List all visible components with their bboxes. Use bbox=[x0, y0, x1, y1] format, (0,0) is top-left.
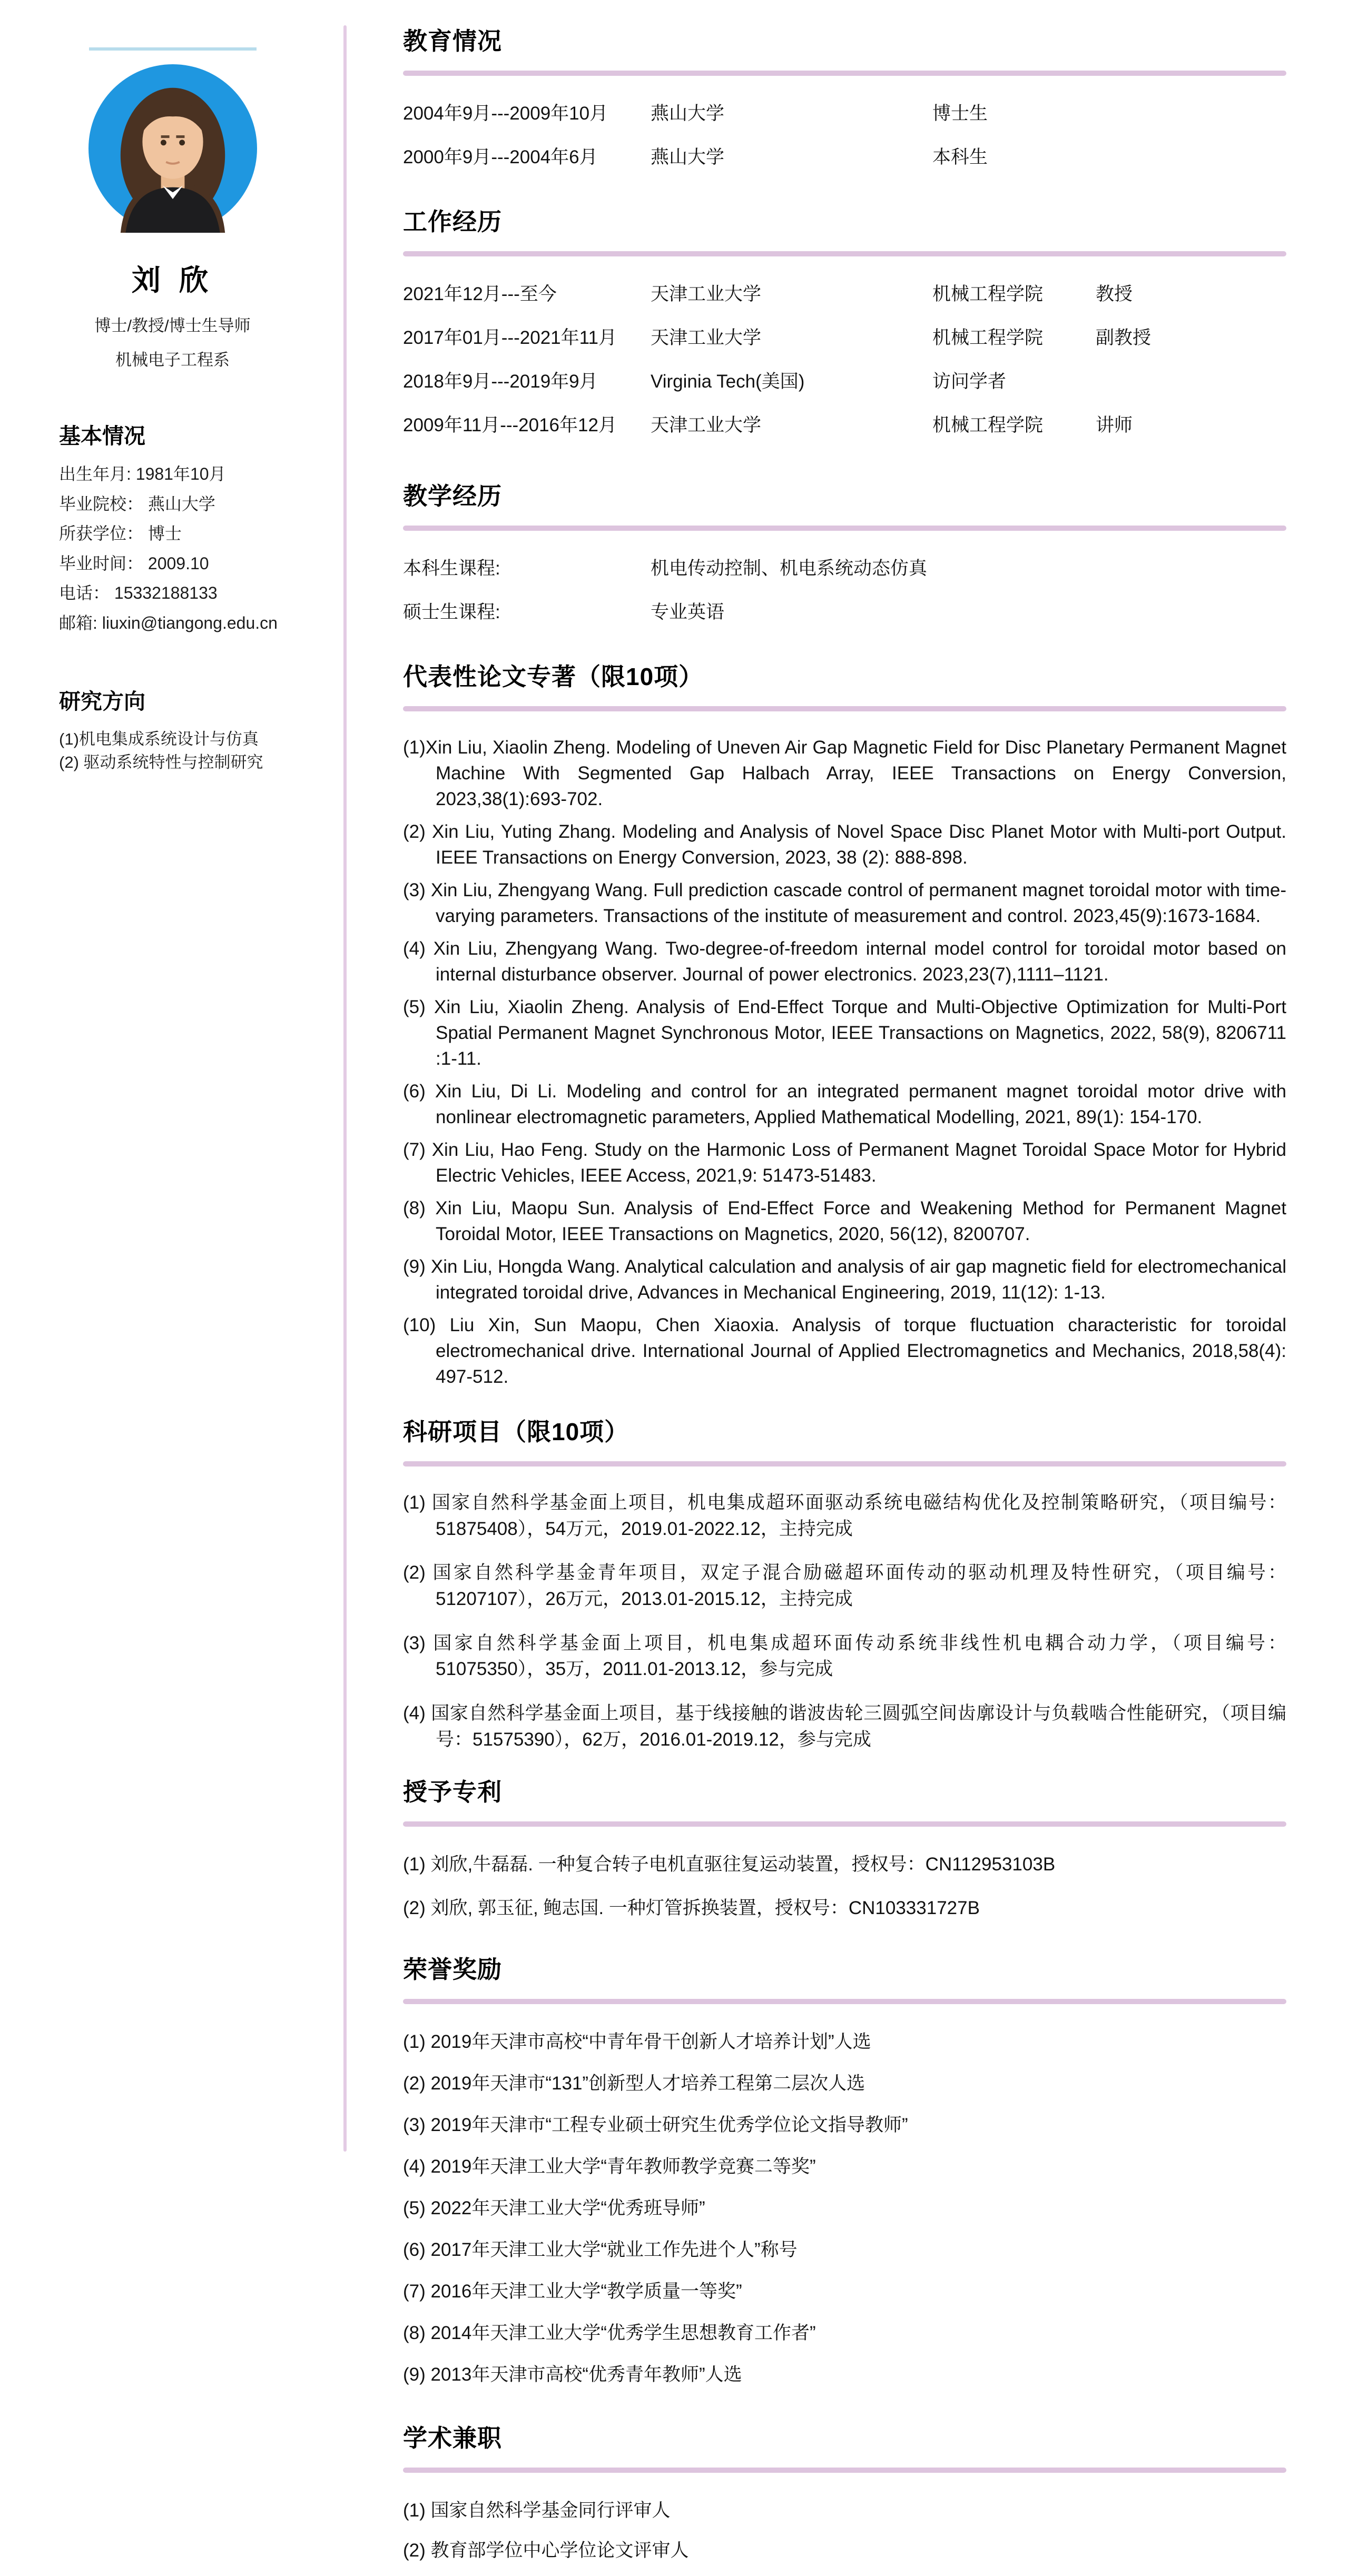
degree: 所获学位： 博士 bbox=[59, 524, 182, 543]
publication-item: (3) Xin Liu, Zhengyang Wang. Full prediction cascade control of permanent magnet toroidal motor with time-varying parameters. Transactions of the institute of measurement and control. 2023,45(9):1673-1684. bbox=[403, 880, 1286, 926]
patents-section bbox=[403, 1773, 1286, 1920]
main-content bbox=[403, 0, 1286, 2576]
publication-item: (2) Xin Liu, Yuting Zhang. Modeling and Analysis of Novel Space Disc Planet Motor with Multi-port Output. IEEE Transactions on Energy Conversion, 2023, 38 (2): 888-898. bbox=[403, 821, 1286, 868]
email: 邮箱: liuxin@tiangong.edu.cn bbox=[59, 613, 278, 632]
sidebar bbox=[0, 0, 345, 778]
work-dept: 机械工程学院 bbox=[932, 328, 1044, 348]
honor-item: (8) 2014年天津工业大学“优秀学生思想教育工作者” bbox=[403, 2322, 816, 2343]
section-underline bbox=[403, 2468, 1286, 2473]
publications-title: 代表性论文专著（限10项） bbox=[403, 663, 704, 690]
work-period: 2021年12月---至今 bbox=[403, 284, 557, 304]
project-item: (4) 国家自然科学基金面上项目，基于线接触的谐波齿轮三圆弧空间齿廓设计与负载啮合性能研究，（项目编号：51575390），62万，2016.01-2019.12，参与完成 bbox=[403, 1703, 1286, 1750]
research-item: (2) 驱动系统特性与控制研究 bbox=[59, 753, 263, 772]
graduation-time: 毕业时间： 2009.10 bbox=[59, 553, 209, 573]
work-dept: 机械工程学院 bbox=[932, 284, 1044, 304]
profile-photo bbox=[88, 64, 257, 233]
projects-title: 科研项目（限10项） bbox=[403, 1418, 629, 1445]
work-row bbox=[403, 411, 1286, 437]
patent-item: (1) 刘欣,牛磊磊. 一种复合转子电机直驱往复运动装置，授权号：CN112953103B bbox=[403, 1854, 1056, 1875]
work-period: 2018年9月---2019年9月 bbox=[403, 371, 598, 392]
honor-item: (6) 2017年天津工业大学“就业工作先进个人”称号 bbox=[403, 2239, 798, 2260]
education-row bbox=[403, 99, 1286, 125]
graduate-school: 毕业院校： 燕山大学 bbox=[59, 494, 215, 513]
publication-item: (10) Liu Xin, Sun Maopu, Chen Xiaoxia. Analysis of torque fluctuation characteristic for toroidal electromechanical drive. International Journal of Applied Electromagnetics and Mechanics, 2018,58(4): 497-512. bbox=[403, 1315, 1286, 1387]
teaching-courses: 专业英语 bbox=[651, 602, 725, 622]
project-item: (3) 国家自然科学基金面上项目，机电集成超环面传动系统非线性机电耦合动力学，（项目编号：51075350），35万，2011.01-2013.12，参与完成 bbox=[403, 1632, 1286, 1680]
section-underline bbox=[403, 251, 1286, 256]
work-row bbox=[403, 367, 1286, 393]
work-role bbox=[1096, 367, 1286, 393]
honor-item: (4) 2019年天津工业大学“青年教师教学竞赛二等奖” bbox=[403, 2156, 816, 2177]
teaching-section bbox=[403, 477, 1286, 624]
work-role: 副教授 bbox=[1096, 328, 1152, 348]
edu-role: 本科生 bbox=[932, 147, 988, 167]
work-role: 教授 bbox=[1096, 284, 1133, 304]
edu-period: 2004年9月---2009年10月 bbox=[403, 103, 608, 124]
teaching-title: 教学经历 bbox=[403, 482, 502, 510]
avatar-illustration bbox=[88, 64, 257, 233]
work-org: 天津工业大学 bbox=[651, 328, 762, 348]
edu-school: 燕山大学 bbox=[651, 147, 725, 167]
education-section bbox=[403, 22, 1286, 169]
person-title: 博士/教授/博士生导师 bbox=[94, 316, 251, 335]
section-underline bbox=[403, 526, 1286, 531]
teaching-label: 本科生课程: bbox=[403, 558, 500, 579]
work-org: 天津工业大学 bbox=[651, 284, 762, 304]
publication-item: (9) Xin Liu, Hongda Wang. Analytical calculation and analysis of air gap magnetic field for electromechanical integrated toroidal drive, Advances in Mechanical Engineering, 2019, 11(12): 1-13. bbox=[403, 1256, 1286, 1303]
academic-title: 学术兼职 bbox=[403, 2424, 502, 2452]
basic-info-section bbox=[59, 419, 324, 632]
honor-item: (1) 2019年天津市高校“中青年骨干创新人才培养计划”人选 bbox=[403, 2031, 871, 2052]
patents-title: 授予专利 bbox=[403, 1778, 502, 1806]
teaching-row bbox=[403, 554, 1286, 580]
section-underline bbox=[403, 1821, 1286, 1827]
basic-info-title: 基本情况 bbox=[59, 424, 145, 448]
section-underline bbox=[403, 706, 1286, 711]
publication-item: (6) Xin Liu, Di Li. Modeling and control for an integrated permanent magnet toroidal motor drive with nonlinear electromagnetic parameters, Applied Mathematical Modelling, 2021, 89(1): 154-170. bbox=[403, 1081, 1286, 1127]
academic-item: (2) 教育部学位中心学位论文评审人 bbox=[403, 2540, 689, 2561]
teaching-label: 硕士生课程: bbox=[403, 602, 500, 622]
projects-section bbox=[403, 1413, 1286, 1753]
person-name: 刘 欣 bbox=[131, 264, 214, 296]
edu-school: 燕山大学 bbox=[651, 103, 725, 124]
teaching-courses: 机电传动控制、机电系统动态仿真 bbox=[651, 558, 928, 579]
work-dept: 访问学者 bbox=[932, 371, 1007, 392]
section-underline bbox=[403, 1999, 1286, 2004]
work-section bbox=[403, 203, 1286, 437]
publication-item: (1)Xin Liu, Xiaolin Zheng. Modeling of Uneven Air Gap Magnetic Field for Disc Planetary Permanent Magnet Machine With Segmented Gap Halbach Array, IEEE Transactions on Energy Conversion, 2023,38(1):693-702. bbox=[403, 737, 1286, 809]
project-item: (1) 国家自然科学基金面上项目，机电集成超环面驱动系统电磁结构优化及控制策略研究，（项目编号：51875408），54万元，2019.01-2022.12，主持完成 bbox=[403, 1492, 1286, 1539]
phone: 电话： 15332188133 bbox=[59, 583, 218, 603]
publication-item: (8) Xin Liu, Maopu Sun. Analysis of End-Effect Force and Weakening Method for Permanent Magnet Toroidal Motor, IEEE Transactions on Magnetics, 2020, 56(12), 8200707. bbox=[403, 1198, 1286, 1244]
project-item: (2) 国家自然科学基金青年项目，双定子混合励磁超环面传动的驱动机理及特性研究，（项目编号：51207107），26万元，2013.01-2015.12，主持完成 bbox=[403, 1562, 1286, 1610]
publication-item: (5) Xin Liu, Xiaolin Zheng. Analysis of End-Effect Torque and Multi-Objective Optimization for Multi-Port Spatial Permanent Magnet Synchronous Motor, IEEE Transactions on Magnetics, 2022, 58(9), 8206711 :1-11. bbox=[403, 997, 1286, 1069]
edu-role: 博士生 bbox=[932, 103, 988, 124]
work-row bbox=[403, 280, 1286, 306]
publications-section bbox=[403, 658, 1286, 1390]
work-role: 讲师 bbox=[1096, 415, 1133, 435]
education-row bbox=[403, 143, 1286, 169]
work-period: 2009年11月---2016年12月 bbox=[403, 415, 617, 435]
academic-item: (1) 国家自然科学基金同行评审人 bbox=[403, 2500, 671, 2521]
honors-title: 荣誉奖励 bbox=[403, 1955, 502, 1983]
research-item: (1)机电集成系统设计与仿真 bbox=[59, 729, 259, 748]
person-department: 机械电子工程系 bbox=[115, 351, 230, 369]
honor-item: (5) 2022年天津工业大学“优秀班导师” bbox=[403, 2197, 705, 2218]
patent-item: (2) 刘欣, 郭玉征, 鲍志国. 一种灯管拆换装置，授权号：CN103331727B bbox=[403, 1897, 980, 1918]
section-underline bbox=[403, 71, 1286, 76]
publication-item: (7) Xin Liu, Hao Feng. Study on the Harmonic Loss of Permanent Magnet Toroidal Space Motor for Hybrid Electric Vehicles, IEEE Access, 2021,9: 51473-51483. bbox=[403, 1140, 1286, 1186]
honor-item: (3) 2019年天津市“工程专业硕士研究生优秀学位论文指导教师” bbox=[403, 2114, 908, 2135]
birth-date: 出生年月: 1981年10月 bbox=[59, 464, 226, 483]
vertical-divider bbox=[343, 25, 347, 2152]
teaching-row bbox=[403, 598, 1286, 624]
honor-item: (7) 2016年天津工业大学“教学质量一等奖” bbox=[403, 2281, 742, 2302]
education-title: 教育情况 bbox=[403, 27, 502, 55]
publication-item: (4) Xin Liu, Zhengyang Wang. Two-degree-of-freedom internal model control for toroidal motor based on internal disturbance observer. Journal of power electronics. 2023,23(7),1111–1121. bbox=[403, 938, 1286, 985]
work-org: 天津工业大学 bbox=[651, 415, 762, 435]
edu-period: 2000年9月---2004年6月 bbox=[403, 147, 598, 167]
section-underline bbox=[403, 1461, 1286, 1467]
decorative-topline bbox=[89, 47, 257, 51]
work-title: 工作经历 bbox=[403, 208, 502, 235]
work-row bbox=[403, 323, 1286, 350]
work-dept: 机械工程学院 bbox=[932, 415, 1044, 435]
honors-section bbox=[403, 1950, 1286, 2386]
academic-section bbox=[403, 2419, 1286, 2562]
work-period: 2017年01月---2021年11月 bbox=[403, 328, 617, 348]
research-section bbox=[59, 684, 324, 771]
work-org: Virginia Tech(美国) bbox=[651, 371, 805, 392]
honor-item: (2) 2019年天津市“131”创新型人才培养工程第二层次人选 bbox=[403, 2073, 865, 2094]
honor-item: (9) 2013年天津市高校“优秀青年教师”人选 bbox=[403, 2364, 742, 2385]
research-title: 研究方向 bbox=[59, 689, 145, 714]
